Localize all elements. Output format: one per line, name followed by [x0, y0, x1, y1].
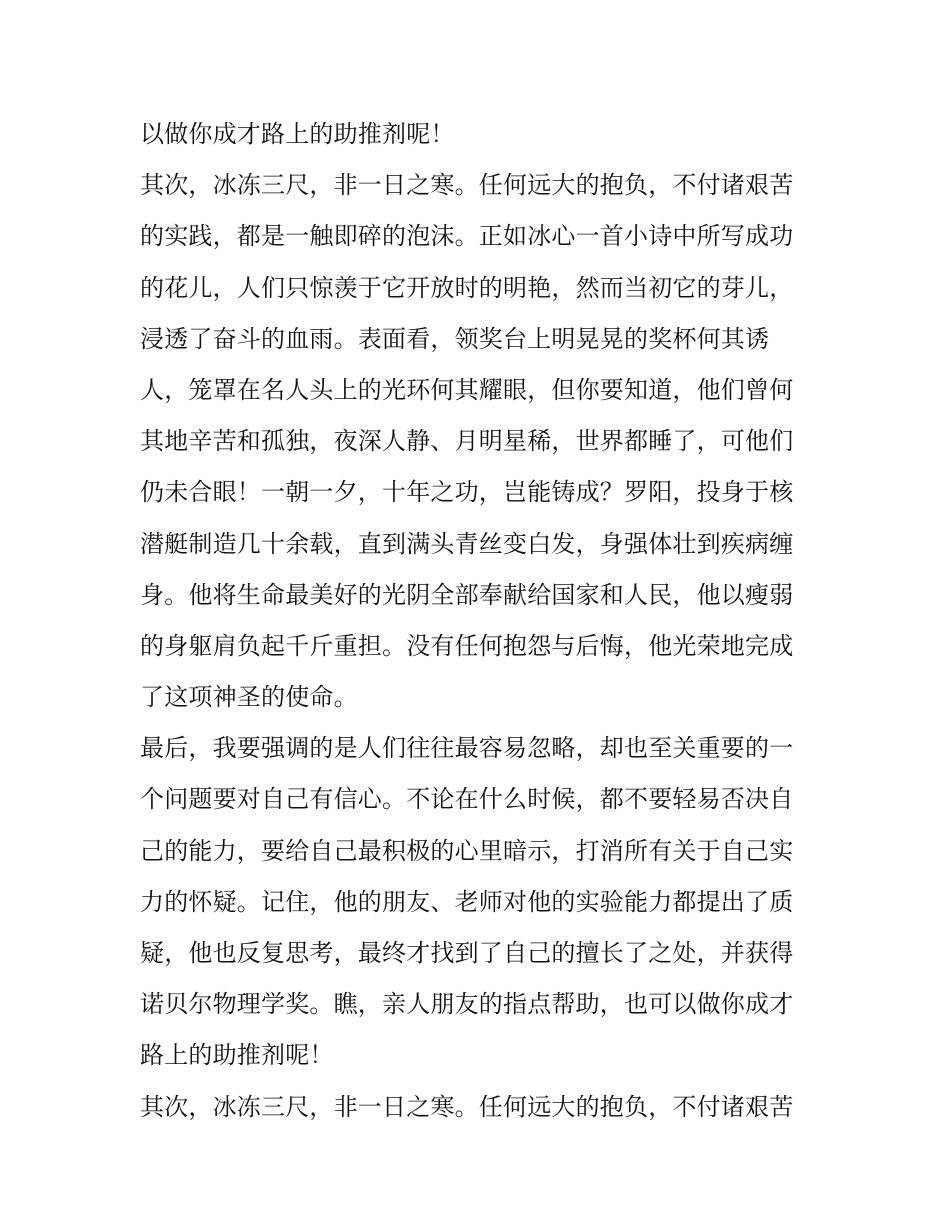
- document-body: [140, 109, 820, 1133]
- text-line: 己的能力，要给自己最积极的心里暗示，打消所有关于自己实: [140, 836, 794, 865]
- text-line: 人，笼罩在名人头上的光环何其耀眼，但你要知道，他们曾何: [140, 375, 794, 404]
- text-line: 疑，他也反复思考，最终才找到了自己的擅长了之处，并获得: [140, 939, 794, 967]
- text-line: 身。他将生命最美好的光阴全部奉献给国家和人民，他以瘦弱: [140, 580, 794, 609]
- text-line: 其次，冰冻三尺，非一日之寒。任何远大的抱负，不付诸艰苦: [140, 1092, 794, 1121]
- text-line: 其次，冰冻三尺，非一日之寒。任何远大的抱负，不付诸艰苦: [140, 171, 794, 200]
- text-line: 仍未合眼！一朝一夕，十年之功，岂能铸成？罗阳，投身于核: [140, 478, 794, 507]
- text-line: 其地辛苦和孤独，夜深人静、月明星稀，世界都睡了，可他们: [140, 427, 794, 456]
- text-line: 路上的助推剂呢！: [140, 1041, 334, 1070]
- text-line: 诺贝尔物理学奖。瞧，亲人朋友的指点帮助，也可以做你成才: [140, 990, 794, 1019]
- text-line: 个问题要对自己有信心。不论在什么时候，都不要轻易否决自: [140, 785, 794, 814]
- text-line: 的花儿，人们只惊羡于它开放时的明艳，然而当初它的芽儿，: [140, 273, 794, 302]
- text-line: 了这项神圣的使命。: [140, 683, 358, 712]
- text-line: 的身躯肩负起千斤重担。没有任何抱怨与后悔，他光荣地完成: [140, 631, 794, 660]
- text-line: 的实践，都是一触即碎的泡沫。正如冰心一首小诗中所写成功: [140, 222, 794, 251]
- text-line: 最后，我要强调的是人们往往最容易忽略，却也至关重要的一: [140, 734, 794, 763]
- text-line: 浸透了奋斗的血雨。表面看，领奖台上明晃晃的奖杯何其诱: [140, 324, 770, 353]
- text-line: 力的怀疑。记住，他的朋友、老师对他的实验能力都提出了质: [140, 887, 794, 916]
- text-line: 潜艇制造几十余载，直到满头青丝变白发，身强体壮到疾病缠: [140, 529, 794, 558]
- text-line: 以做你成才路上的助推剂呢！: [140, 120, 455, 148]
